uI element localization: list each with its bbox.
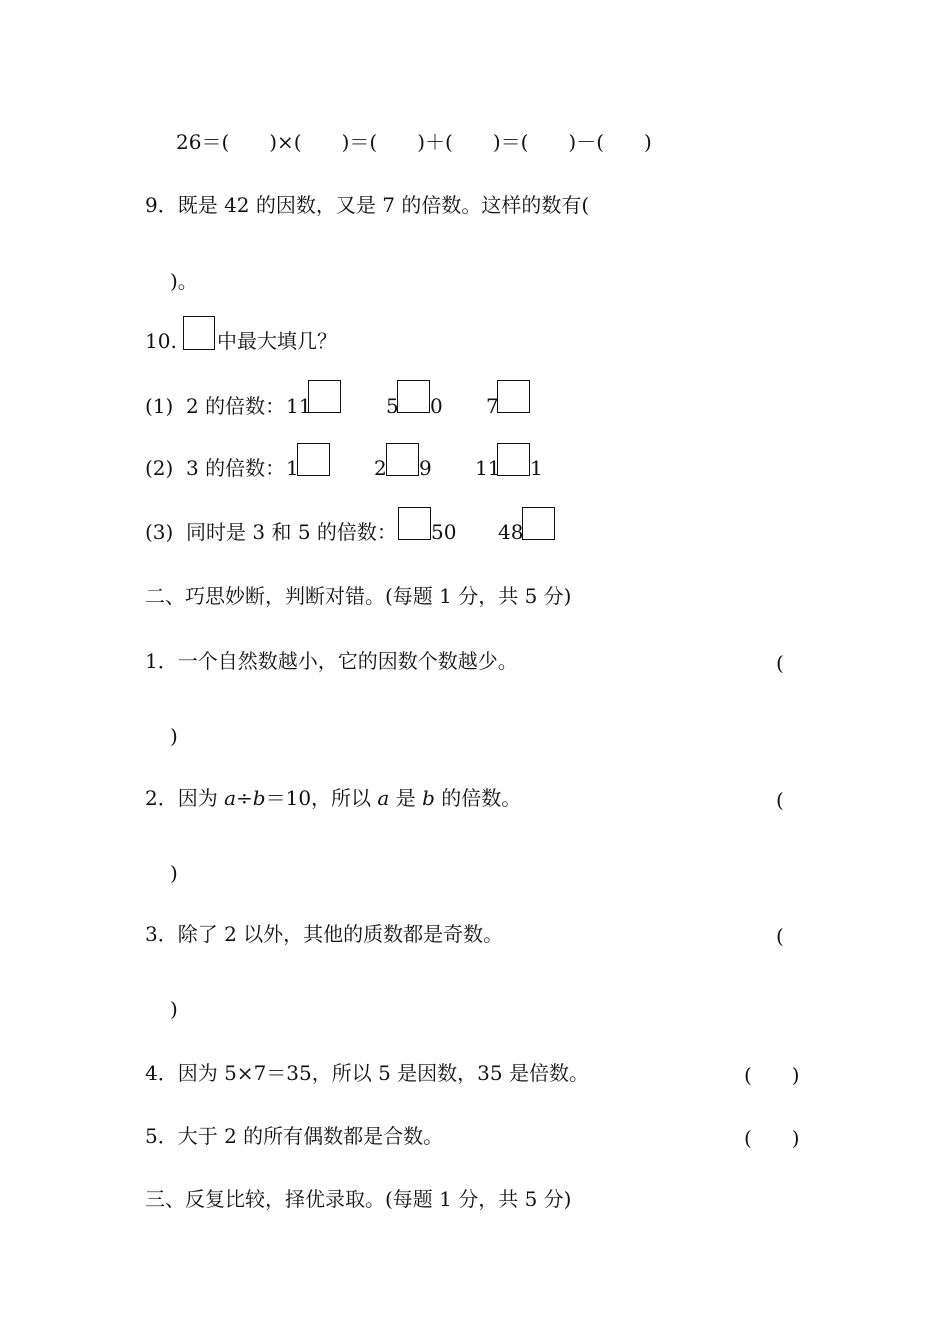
q10-p2-c2: 1 [530,456,543,480]
q10-p2-label: (2) 3 的倍数： [145,456,286,480]
q10-p1-b2: 0 [430,394,443,418]
s2-item2-text: 2．因为 a÷b＝10，所以 a 是 b 的倍数。 [145,786,522,810]
q10-p1-box-a[interactable] [308,380,341,413]
q10-p2-b1: 2 [374,456,387,480]
section2-heading: 二、巧思妙断，判断对错。(每题 1 分，共 5 分) [145,584,572,608]
s2-item4-text: 4．因为 5×7＝35，所以 5 是因数，35 是倍数。 [145,1061,589,1085]
s2-item2-open-paren: ( [776,788,784,812]
q10-p1-box-b[interactable] [397,380,430,413]
section3-heading: 三、反复比较，择优录取。(每题 1 分，共 5 分) [145,1187,572,1211]
q10-p3-box-b[interactable] [522,507,555,540]
s2-item1-close-paren: ) [170,724,178,748]
q10-p2-a: 1 [286,456,299,480]
q9-line1: 9．既是 42 的因数，又是 7 的倍数。这样的数有( [145,193,590,217]
q9-line2: )。 [170,269,198,293]
q10-p2-b2: 9 [419,456,432,480]
q10-p1-a: 11 [286,394,312,418]
s2-item3-text: 3．除了 2 以外，其他的质数都是奇数。 [145,922,504,946]
q10-p2-box-c[interactable] [497,443,530,476]
s2-item5-text: 5．大于 2 的所有偶数都是合数。 [145,1124,444,1148]
s2-item1-open-paren: ( [776,651,784,675]
q10-p3-label: (3) 同时是 3 和 5 的倍数： [145,520,397,544]
q8-equation: 26＝( )×( )＝( )＋( )＝( )－( ) [176,130,652,154]
q10-p2-box-b[interactable] [386,443,419,476]
s2-item2-close-paren: ) [170,861,178,885]
s2-item4-answer-paren[interactable]: ( ) [744,1063,800,1087]
q10-p1-label: (1) 2 的倍数： [145,394,286,418]
s2-item3-close-paren: ) [170,997,178,1021]
q10-p3-box-a[interactable] [398,507,431,540]
q10-p2-c1: 11 [475,456,501,480]
q10-p1-box-c[interactable] [497,380,530,413]
s2-item1-text: 1．一个自然数越小，它的因数个数越少。 [145,649,518,673]
q10-title-text: 中最大填几？ [217,329,337,353]
q10-title-box [183,316,215,350]
q10-p1-c: 7 [486,394,499,418]
s2-item3-open-paren: ( [776,924,784,948]
s2-item5-answer-paren[interactable]: ( ) [744,1126,800,1150]
q10-p2-box-a[interactable] [297,443,330,476]
q10-p3-b: 48 [498,520,524,544]
q10-p1-b1: 5 [386,394,399,418]
q10-number: 10. [145,329,177,353]
q10-p3-a: 50 [431,520,457,544]
